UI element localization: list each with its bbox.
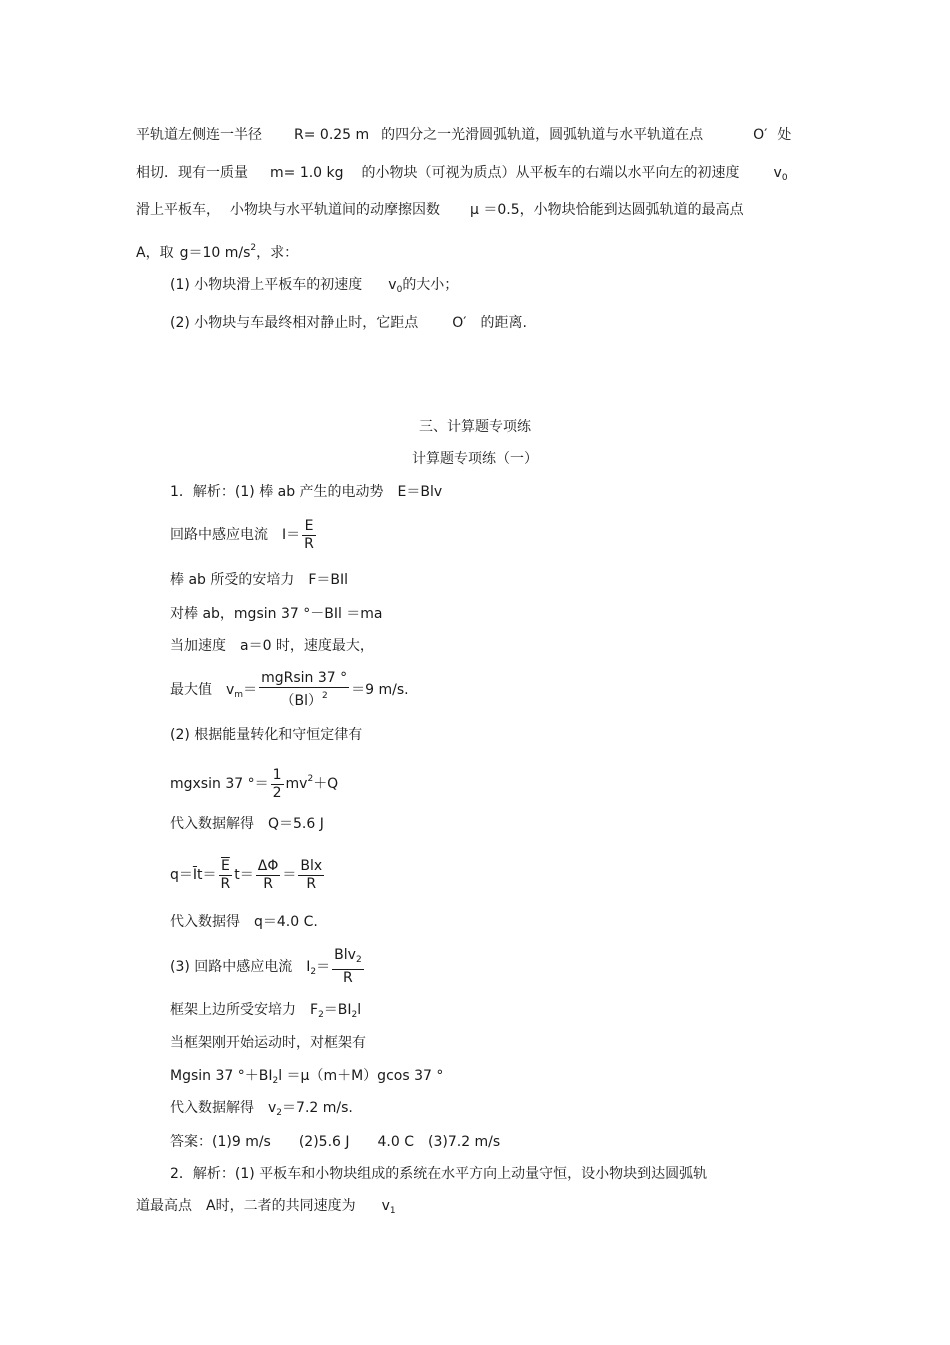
text: l ＝μ（m＋M）gcos 37 ° bbox=[278, 1068, 444, 1084]
solution-1-line-12 bbox=[170, 947, 366, 990]
text: (2) 小物块与车最终相对静止时，它距点 bbox=[170, 315, 419, 331]
question-1 bbox=[170, 276, 458, 299]
solution-1-line-4: 对棒 ab，mgsin 37 °－BIl ＝ma bbox=[170, 606, 383, 622]
numerator: 1 bbox=[272, 766, 282, 783]
superscript: 2 bbox=[250, 243, 257, 253]
text: v bbox=[388, 277, 397, 293]
question-2 bbox=[170, 314, 527, 332]
text: l bbox=[357, 1002, 362, 1018]
problem-line-4 bbox=[136, 239, 298, 262]
subscript: 0 bbox=[781, 173, 788, 183]
numerator: Blx bbox=[300, 857, 323, 874]
text: $\overline{I}$ bbox=[192, 867, 198, 883]
section-subtitle: 计算题专项练（一） bbox=[412, 451, 538, 467]
problem-line-1 bbox=[136, 126, 791, 144]
text: g＝10 m/s bbox=[179, 245, 251, 261]
subscript: 2 bbox=[351, 1010, 358, 1020]
solution-1-line-5: 当加速度 a＝0 时，速度最大， bbox=[170, 638, 374, 654]
solution-1-line-16 bbox=[170, 1099, 353, 1122]
solution-1-line-15 bbox=[170, 1067, 443, 1090]
solution-1-line-8 bbox=[170, 761, 338, 802]
subscript: 2 bbox=[276, 1108, 283, 1118]
text: 小物块与水平轨道间的动摩擦因数 bbox=[230, 202, 440, 218]
solution-1-line-9: 代入数据解得 Q＝5.6 J bbox=[170, 816, 324, 832]
text: O′ bbox=[452, 315, 467, 331]
problem-line-2 bbox=[136, 164, 788, 187]
text: 的四分之一光滑圆弧轨道，圆弧轨道与水平轨道在点 bbox=[381, 127, 704, 143]
text: (1) 小物块滑上平板车的初速度 bbox=[170, 277, 363, 293]
text: q＝ bbox=[170, 867, 193, 883]
text: t＝ bbox=[234, 867, 254, 883]
text: 代入数据解得 v bbox=[170, 1100, 277, 1116]
fraction-e-over-r bbox=[302, 518, 316, 553]
fraction-dphi-over-r bbox=[256, 858, 281, 893]
text: ＝ bbox=[316, 959, 331, 975]
solution-1-line-6: 最大值 $v_m=$ $\frac{\text{mgRsin 37 °}}{(Bl)^2}$ ＝9 m/s. bbox=[170, 670, 409, 709]
fraction-blx-over-r bbox=[298, 858, 324, 893]
solution-1-line-3: 棒 ab 所受的安培力 F＝BIl bbox=[170, 572, 349, 588]
numerator: mgRsin 37 ° bbox=[261, 670, 348, 686]
denominator bbox=[259, 687, 349, 710]
text: ＝ bbox=[282, 867, 297, 883]
text: 相切．现有一质量 bbox=[136, 165, 248, 181]
text: (3) 回路中感应电流 I bbox=[170, 959, 311, 975]
denominator: 2 bbox=[272, 784, 282, 801]
problem-line-3 bbox=[136, 201, 744, 219]
superscript: 2 bbox=[307, 774, 314, 784]
solution-1-line-1: 1．解析：(1) 棒 ab 产生的电动势 E＝Blv bbox=[170, 484, 443, 500]
text: t＝ bbox=[197, 867, 217, 883]
text: 的大小； bbox=[402, 277, 459, 293]
subscript: 0 bbox=[396, 285, 403, 295]
solution-1-line-14: 当框架刚开始运动时，对框架有 bbox=[170, 1035, 366, 1051]
solution-1-line-11: 代入数据得 q＝4.0 C. bbox=[170, 914, 318, 930]
text: μ ＝0.5，小物块恰能到达圆弧轨道的最高点 bbox=[470, 202, 744, 218]
solution-1-line-10 bbox=[170, 857, 326, 893]
subscript: 1 bbox=[389, 1206, 396, 1216]
text: v bbox=[381, 1198, 390, 1214]
text: R= 0.25 m bbox=[294, 127, 370, 143]
text: ＝9 m/s. bbox=[351, 682, 409, 698]
text: 的小物块（可视为质点）从平板车的右端以水平向左的初速度 bbox=[361, 165, 740, 181]
text: mv bbox=[285, 776, 308, 792]
text: ＝7.2 m/s. bbox=[282, 1100, 353, 1116]
text: 最大值 v bbox=[170, 682, 235, 698]
text: 道最高点 A时，二者的共同速度为 bbox=[136, 1198, 356, 1214]
subscript: 2 bbox=[318, 1010, 324, 1020]
solution-2-line-1: 2．解析：(1) 平板车和小物块组成的系统在水平方向上动量守恒，设小物块到达圆弧轨 bbox=[170, 1166, 708, 1182]
denominator: R bbox=[220, 875, 231, 892]
denominator: R bbox=[304, 535, 314, 552]
solution-1-line-7: (2) 根据能量转化和守恒定律有 bbox=[170, 727, 363, 743]
text: ＝BI bbox=[323, 1002, 352, 1018]
numerator: $\overline{E}$ bbox=[220, 857, 230, 874]
text: Blv bbox=[334, 947, 356, 963]
text: ＋Q bbox=[313, 776, 339, 792]
text: 框架上边所受安培力 F bbox=[170, 1002, 319, 1018]
numerator bbox=[332, 947, 364, 969]
subscript: m bbox=[234, 690, 244, 700]
text: ，求： bbox=[256, 245, 299, 261]
superscript: 2 bbox=[321, 691, 328, 701]
denominator: R bbox=[332, 969, 364, 987]
fraction-blv2-over-r bbox=[332, 947, 364, 987]
text: 滑上平板车， bbox=[136, 202, 220, 218]
text: v bbox=[773, 165, 782, 181]
text: A，取 bbox=[136, 245, 174, 261]
solution-1-line-13 bbox=[170, 1001, 361, 1024]
text: Mgsin 37 °＋BI bbox=[170, 1068, 273, 1084]
denominator: R bbox=[256, 875, 281, 893]
text: 平轨道左侧连一半径 bbox=[136, 127, 262, 143]
text: 的距离. bbox=[480, 315, 527, 331]
text: m= 1.0 kg bbox=[270, 165, 344, 181]
solution-2-line-2 bbox=[136, 1197, 396, 1220]
text: mgxsin 37 °＝ bbox=[170, 776, 269, 792]
numerator: ΔΦ bbox=[257, 857, 279, 874]
solution-1-line-2 bbox=[170, 517, 318, 553]
text: 处 bbox=[777, 127, 792, 143]
denominator: R bbox=[298, 875, 324, 893]
text: （Bl） bbox=[280, 693, 322, 709]
subscript: 2 bbox=[355, 955, 362, 965]
fraction-half bbox=[271, 767, 284, 802]
subscript: 2 bbox=[272, 1076, 279, 1086]
section-title: 三、计算题专项练 bbox=[419, 419, 531, 435]
numerator: E bbox=[304, 517, 314, 534]
subscript: 2 bbox=[310, 967, 317, 977]
fraction-ebar-over-r bbox=[219, 858, 233, 893]
text: 回路中感应电流 I＝ bbox=[170, 527, 301, 543]
text: O′ bbox=[753, 127, 768, 143]
fraction-vm bbox=[259, 670, 349, 710]
answer-line: 答案：(1)9 m/s (2)5.6 J 4.0 C (3)7.2 m/s bbox=[170, 1134, 501, 1150]
